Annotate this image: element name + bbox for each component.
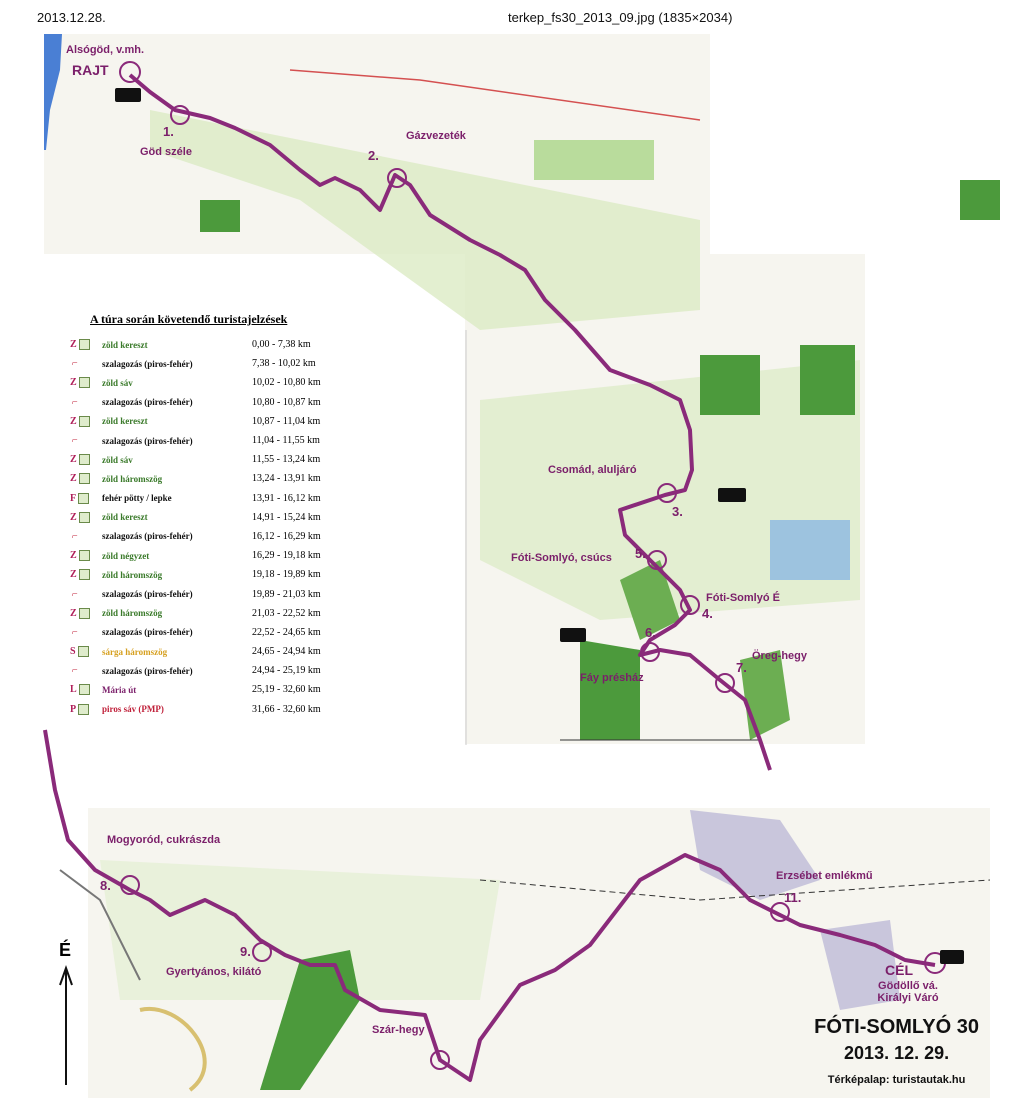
trail-marker-icon: [79, 377, 90, 388]
lake: [770, 520, 850, 580]
train-icon: [940, 950, 964, 964]
legend-trail-name: szalagozás (piros-fehér): [102, 627, 193, 638]
north-label: É: [59, 940, 72, 960]
train-icon: [560, 628, 586, 642]
legend-code: Z: [70, 377, 77, 389]
waypoint-2-label: Gázvezeték: [406, 130, 466, 142]
river-danube: [44, 34, 62, 150]
trail-marker-icon: [79, 569, 90, 580]
legend-trail-name: zöld kereszt: [102, 339, 148, 350]
waypoint-9-number: 9.: [240, 944, 251, 959]
legend-trail-name: szalagozás (piros-fehér): [102, 589, 193, 600]
waypoint-6-label: Fáy présház: [580, 672, 644, 684]
legend-trail-name: zöld háromszög: [102, 608, 163, 619]
legend-row: [70, 469, 350, 488]
road: [290, 70, 700, 120]
legend-range: 16,29 - 19,18 km: [252, 550, 321, 562]
legend-trail-name: szalagozás (piros-fehér): [102, 397, 193, 408]
urban-area: [690, 810, 820, 900]
legend-code: L: [70, 684, 77, 696]
waypoint-6-number: 6.: [645, 625, 656, 640]
waypoint-7-number: 7.: [736, 660, 747, 675]
legend-symbol: [70, 377, 102, 388]
legend-range: 13,91 - 16,12 km: [252, 492, 321, 504]
legend-symbol: [70, 684, 102, 695]
legend-range: 22,52 - 24,65 km: [252, 626, 321, 638]
legend-symbol: [70, 358, 102, 369]
trail-marker-icon: ⌐: [72, 530, 78, 542]
legend-row: [70, 661, 350, 680]
legend-row: [70, 623, 350, 642]
waypoint-7-label: Öreg-hegy: [752, 650, 808, 662]
trail-marker-icon: ⌐: [72, 626, 78, 638]
trail-marker-icon: [78, 493, 89, 504]
legend-row: [70, 508, 350, 527]
legend-trail-name: sárga háromszög: [102, 646, 168, 657]
legend-row: [70, 546, 350, 565]
legend-range: 10,80 - 10,87 km: [252, 396, 321, 408]
legend-symbol: [70, 627, 102, 638]
legend-trail-name: Mária út: [102, 684, 137, 695]
trail-marker-icon: ⌐: [72, 396, 78, 408]
legend-symbol: [70, 435, 102, 446]
legend-row: [70, 642, 350, 661]
forest: [800, 345, 855, 415]
legend-trail-name: zöld háromszög: [102, 569, 163, 580]
trail-marker-icon: ⌐: [72, 435, 78, 447]
finish-label: CÉL: [885, 962, 913, 978]
legend-trail-name: szalagozás (piros-fehér): [102, 358, 193, 369]
legend-row: [70, 393, 350, 412]
waypoint-8-label: Mogyoród, cukrászda: [107, 834, 221, 846]
legend-code: Z: [70, 550, 77, 562]
trail-marker-icon: [79, 550, 90, 561]
csomad-label: Csomád, aluljáró: [548, 464, 637, 476]
forest: [580, 640, 640, 740]
legend-range: 16,12 - 16,29 km: [252, 530, 321, 542]
legend-row: [70, 680, 350, 699]
legend-trail-name: szalagozás (piros-fehér): [102, 665, 193, 676]
legend-trail-name: fehér pötty / lepke: [102, 493, 172, 504]
legend-symbol: [70, 493, 102, 504]
waypoint-10-label: Szár-hegy: [372, 1024, 425, 1036]
legend-code: Z: [70, 454, 77, 466]
legend-trail-name: piros sáv (PMP): [102, 704, 164, 715]
legend-range: 31,66 - 32,60 km: [252, 703, 321, 715]
legend-range: 24,94 - 25,19 km: [252, 665, 321, 677]
legend-symbol: [70, 665, 102, 676]
legend-range: 11,04 - 11,55 km: [252, 435, 320, 447]
legend-symbol: [70, 704, 102, 715]
trail-marker-icon: [79, 339, 90, 350]
trail-marker-icon: [79, 512, 90, 523]
waypoint-4-label: Fóti-Somlyó É: [706, 592, 780, 604]
trail-marker-icon: [78, 646, 89, 657]
legend-code: P: [70, 703, 77, 715]
legend-trail-name: zöld sáv: [102, 377, 133, 388]
legend-symbol: [70, 454, 102, 465]
waypoint-8-number: 8.: [100, 878, 111, 893]
trail-marker-icon: ⌐: [72, 665, 78, 677]
waypoint-11-number: 11.: [784, 890, 802, 905]
waypoint-9-label: Gyertyános, kilátó: [166, 966, 262, 978]
legend-range: 7,38 - 10,02 km: [252, 358, 316, 370]
legend-row: [70, 354, 350, 373]
waypoint-11-label: Erzsébet emlékmű: [776, 870, 873, 882]
legend-symbol: [70, 339, 102, 350]
trail-marker-icon: [79, 454, 90, 465]
legend-code: Z: [70, 511, 77, 523]
legend-row: [70, 565, 350, 584]
route-date: 2013. 12. 29.: [844, 1043, 950, 1063]
trail-marker-icon: [79, 608, 90, 619]
legend-code: F: [70, 492, 77, 504]
map-credit: Térképalap: turistautak.hu: [827, 1074, 966, 1086]
waypoint-1-label: Göd széle: [140, 146, 192, 158]
legend-range: 24,65 - 24,94 km: [252, 646, 321, 658]
legend-trail-name: zöld kereszt: [102, 512, 148, 523]
legend-range: 10,87 - 11,04 km: [252, 415, 321, 427]
legend-trail-name: zöld háromszög: [102, 473, 163, 484]
waypoint-4-number: 4.: [702, 606, 713, 621]
legend-rows: [70, 335, 350, 719]
legend-range: 11,55 - 13,24 km: [252, 454, 321, 466]
trail-marker-icon: [79, 416, 90, 427]
forest: [960, 180, 1000, 220]
header-filename: terkep_fs30_2013_09.jpg (1835×2034): [508, 10, 733, 25]
legend-symbol: [70, 608, 102, 619]
legend-trail-name: zöld négyzet: [102, 550, 150, 561]
start-station-label: Alsógöd, v.mh.: [66, 44, 145, 56]
legend-symbol: [70, 569, 102, 580]
waypoint-1-number: 1.: [163, 124, 174, 139]
legend-range: 25,19 - 32,60 km: [252, 684, 321, 696]
train-icon: [718, 488, 746, 502]
legend-symbol: [70, 589, 102, 600]
legend-row: [70, 450, 350, 469]
title-block: [814, 1016, 979, 1086]
legend-range: 19,89 - 21,03 km: [252, 588, 321, 600]
waypoint-start-marker: [120, 62, 140, 82]
legend-range: 14,91 - 15,24 km: [252, 511, 321, 523]
trail-marker-icon: [79, 684, 90, 695]
forest: [200, 200, 240, 232]
legend-row: [70, 489, 350, 508]
legend: [70, 312, 350, 719]
legend-symbol: [70, 531, 102, 542]
legend-trail-name: szalagozás (piros-fehér): [102, 435, 193, 446]
legend-symbol: [70, 397, 102, 408]
legend-symbol: [70, 416, 102, 427]
legend-title: A túra során követendő turistajelzések: [90, 312, 288, 326]
legend-row: [70, 335, 350, 354]
road: [140, 1009, 205, 1090]
forest: [534, 140, 654, 180]
header-date: 2013.12.28.: [37, 10, 106, 25]
route-name: FÓTI-SOMLYÓ 30: [814, 1016, 979, 1038]
legend-code: Z: [70, 339, 77, 351]
trail-marker-icon: ⌐: [72, 588, 78, 600]
waypoint-2-number: 2.: [368, 148, 379, 163]
forest: [700, 355, 760, 415]
legend-code: Z: [70, 415, 77, 427]
legend-code: S: [70, 646, 76, 658]
forest: [740, 650, 790, 740]
legend-trail-name: szalagozás (piros-fehér): [102, 531, 193, 542]
legend-trail-name: zöld kereszt: [102, 416, 148, 427]
waypoint-5-label: Fóti-Somlyó, csúcs: [511, 552, 612, 564]
legend-range: 13,24 - 13,91 km: [252, 473, 321, 485]
start-label: RAJT: [72, 62, 109, 78]
legend-row: [70, 700, 350, 719]
trail-marker-icon: [78, 704, 89, 715]
legend-symbol: [70, 512, 102, 523]
legend-symbol: [70, 646, 102, 657]
legend-range: 10,02 - 10,80 km: [252, 377, 321, 389]
legend-symbol: [70, 550, 102, 561]
legend-row: [70, 527, 350, 546]
legend-range: 19,18 - 19,89 km: [252, 569, 321, 581]
finish-station-label: Gödöllő vá. Királyi Váró: [877, 980, 939, 1004]
legend-symbol: [70, 473, 102, 484]
trail-marker-icon: ⌐: [72, 358, 78, 370]
legend-code: Z: [70, 473, 77, 485]
waypoint-5-number: 5.: [635, 546, 646, 561]
legend-code: Z: [70, 607, 77, 619]
waypoint-3-number: 3.: [672, 504, 683, 519]
legend-row: [70, 412, 350, 431]
train-icon: [115, 88, 141, 102]
legend-range: 21,03 - 22,52 km: [252, 607, 321, 619]
legend-range: 0,00 - 7,38 km: [252, 339, 311, 351]
legend-row: [70, 584, 350, 603]
legend-code: Z: [70, 569, 77, 581]
trail-marker-icon: [79, 473, 90, 484]
legend-row: [70, 431, 350, 450]
legend-row: [70, 373, 350, 392]
legend-trail-name: zöld sáv: [102, 454, 133, 465]
legend-row: [70, 604, 350, 623]
